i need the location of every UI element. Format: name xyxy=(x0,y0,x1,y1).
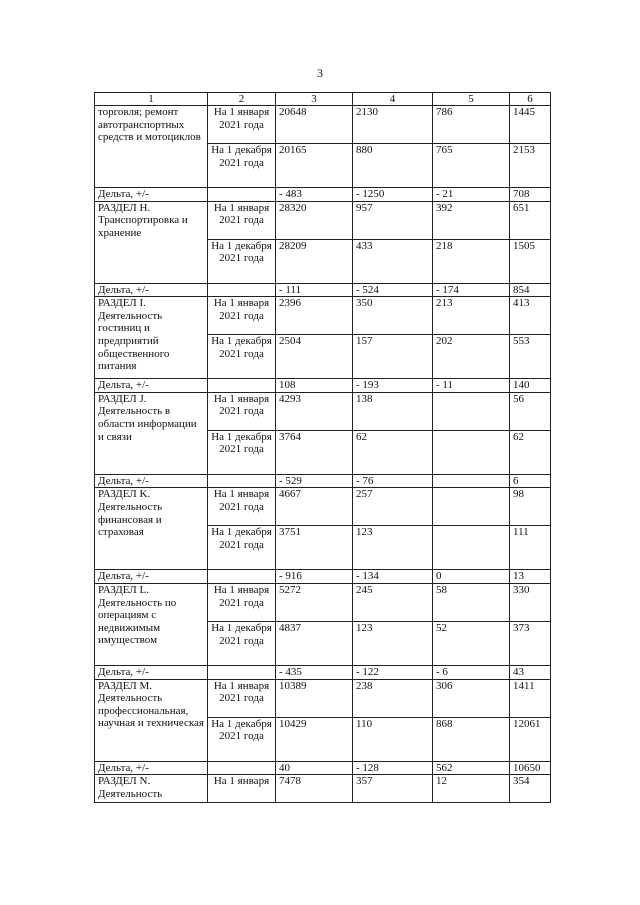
empty-cell xyxy=(208,474,276,488)
value-cell: 10389 xyxy=(276,679,353,717)
date-cell: На 1 января xyxy=(208,775,276,803)
value-cell: 330 xyxy=(510,583,551,621)
delta-row xyxy=(95,474,551,488)
value-cell: 138 xyxy=(353,392,433,430)
value-cell: 868 xyxy=(433,717,510,761)
value-cell: 20165 xyxy=(276,144,353,188)
value-cell: 62 xyxy=(353,430,433,474)
delta-value-cell: 562 xyxy=(433,761,510,775)
date-cell: На 1 января 2021 года xyxy=(208,106,276,144)
value-cell: 62 xyxy=(510,430,551,474)
value-cell: 357 xyxy=(353,775,433,803)
value-cell: 5272 xyxy=(276,583,353,621)
value-cell: 765 xyxy=(433,144,510,188)
value-cell: 245 xyxy=(353,583,433,621)
delta-value-cell: 708 xyxy=(510,188,551,202)
delta-label-cell: Дельта, +/- xyxy=(95,665,208,679)
value-cell: 2396 xyxy=(276,297,353,335)
table-row xyxy=(95,679,551,717)
value-cell: 56 xyxy=(510,392,551,430)
table-row xyxy=(95,488,551,526)
value-cell: 413 xyxy=(510,297,551,335)
value-cell xyxy=(433,488,510,526)
date-cell: На 1 декабря 2021 года xyxy=(208,335,276,379)
date-cell: На 1 декабря 2021 года xyxy=(208,621,276,665)
page-number: 3 xyxy=(317,66,323,80)
delta-label-cell: Дельта, +/- xyxy=(95,188,208,202)
delta-row xyxy=(95,570,551,584)
date-cell: На 1 декабря 2021 года xyxy=(208,239,276,283)
date-cell: На 1 января 2021 года xyxy=(208,583,276,621)
delta-value-cell: 40 xyxy=(276,761,353,775)
delta-value-cell: 43 xyxy=(510,665,551,679)
delta-value-cell: - 76 xyxy=(353,474,433,488)
date-cell: На 1 января 2021 года xyxy=(208,679,276,717)
table-row xyxy=(95,106,551,144)
delta-row xyxy=(95,665,551,679)
header-cell: 4 xyxy=(353,93,433,106)
value-cell xyxy=(433,392,510,430)
delta-value-cell: - 6 xyxy=(433,665,510,679)
delta-value-cell: - 1250 xyxy=(353,188,433,202)
value-cell: 2504 xyxy=(276,335,353,379)
value-cell: 3764 xyxy=(276,430,353,474)
delta-value-cell: - 111 xyxy=(276,283,353,297)
header-cell: 6 xyxy=(510,93,551,106)
empty-cell xyxy=(208,761,276,775)
delta-value-cell: 13 xyxy=(510,570,551,584)
delta-label-cell: Дельта, +/- xyxy=(95,570,208,584)
value-cell: 651 xyxy=(510,201,551,239)
section-name-cell: РАЗДЕЛ J. Деятельность в области информации и связи xyxy=(95,392,208,474)
date-cell: На 1 января 2021 года xyxy=(208,392,276,430)
header-cell: 1 xyxy=(95,93,208,106)
delta-value-cell: 140 xyxy=(510,379,551,393)
delta-row xyxy=(95,283,551,297)
header-cell: 2 xyxy=(208,93,276,106)
empty-cell xyxy=(208,570,276,584)
delta-label-cell: Дельта, +/- xyxy=(95,761,208,775)
delta-value-cell: - 128 xyxy=(353,761,433,775)
value-cell: 28320 xyxy=(276,201,353,239)
value-cell: 4837 xyxy=(276,621,353,665)
table-row xyxy=(95,201,551,239)
value-cell: 123 xyxy=(353,621,433,665)
value-cell: 2153 xyxy=(510,144,551,188)
value-cell: 111 xyxy=(510,526,551,570)
value-cell: 257 xyxy=(353,488,433,526)
empty-cell xyxy=(208,665,276,679)
value-cell: 306 xyxy=(433,679,510,717)
date-cell: На 1 января 2021 года xyxy=(208,201,276,239)
delta-value-cell: - 483 xyxy=(276,188,353,202)
delta-row xyxy=(95,761,551,775)
value-cell: 123 xyxy=(353,526,433,570)
value-cell xyxy=(433,526,510,570)
value-cell: 58 xyxy=(433,583,510,621)
delta-value-cell: 6 xyxy=(510,474,551,488)
delta-value-cell: - 529 xyxy=(276,474,353,488)
table-row xyxy=(95,297,551,335)
value-cell: 1505 xyxy=(510,239,551,283)
delta-value-cell: 108 xyxy=(276,379,353,393)
value-cell: 786 xyxy=(433,106,510,144)
value-cell: 3751 xyxy=(276,526,353,570)
value-cell: 553 xyxy=(510,335,551,379)
value-cell: 238 xyxy=(353,679,433,717)
table-row xyxy=(95,775,551,803)
section-name-cell: РАЗДЕЛ L. Деятельность по операциям с недвижимым имуществом xyxy=(95,583,208,665)
section-name-cell: РАЗДЕЛ K. Деятельность финансовая и страховая xyxy=(95,488,208,570)
value-cell: 373 xyxy=(510,621,551,665)
delta-row xyxy=(95,379,551,393)
date-cell: На 1 декабря 2021 года xyxy=(208,717,276,761)
delta-value-cell: 0 xyxy=(433,570,510,584)
delta-value-cell: - 11 xyxy=(433,379,510,393)
value-cell: 110 xyxy=(353,717,433,761)
value-cell: 157 xyxy=(353,335,433,379)
value-cell: 433 xyxy=(353,239,433,283)
date-cell: На 1 января 2021 года xyxy=(208,297,276,335)
value-cell: 354 xyxy=(510,775,551,803)
statistics-table xyxy=(94,92,551,803)
delta-label-cell: Дельта, +/- xyxy=(95,283,208,297)
value-cell: 98 xyxy=(510,488,551,526)
value-cell: 1411 xyxy=(510,679,551,717)
date-cell: На 1 января 2021 года xyxy=(208,488,276,526)
delta-value-cell xyxy=(433,474,510,488)
delta-value-cell: 10650 xyxy=(510,761,551,775)
delta-row xyxy=(95,188,551,202)
value-cell: 28209 xyxy=(276,239,353,283)
section-name-cell: РАЗДЕЛ N. Деятельность xyxy=(95,775,208,803)
value-cell: 880 xyxy=(353,144,433,188)
header-cell: 5 xyxy=(433,93,510,106)
delta-value-cell: - 916 xyxy=(276,570,353,584)
value-cell: 12061 xyxy=(510,717,551,761)
empty-cell xyxy=(208,379,276,393)
date-cell: На 1 декабря 2021 года xyxy=(208,526,276,570)
delta-label-cell: Дельта, +/- xyxy=(95,379,208,393)
value-cell: 12 xyxy=(433,775,510,803)
delta-value-cell: - 134 xyxy=(353,570,433,584)
delta-value-cell: - 524 xyxy=(353,283,433,297)
header-cell: 3 xyxy=(276,93,353,106)
table-row xyxy=(95,392,551,430)
value-cell: 218 xyxy=(433,239,510,283)
delta-value-cell: - 21 xyxy=(433,188,510,202)
date-cell: На 1 декабря 2021 года xyxy=(208,430,276,474)
delta-label-cell: Дельта, +/- xyxy=(95,474,208,488)
section-name-cell: РАЗДЕЛ Н. Транспортировка и хранение xyxy=(95,201,208,283)
value-cell: 957 xyxy=(353,201,433,239)
table-row xyxy=(95,583,551,621)
delta-value-cell: - 174 xyxy=(433,283,510,297)
value-cell: 350 xyxy=(353,297,433,335)
value-cell xyxy=(433,430,510,474)
empty-cell xyxy=(208,188,276,202)
value-cell: 10429 xyxy=(276,717,353,761)
value-cell: 7478 xyxy=(276,775,353,803)
delta-value-cell: - 122 xyxy=(353,665,433,679)
delta-value-cell: - 435 xyxy=(276,665,353,679)
section-name-cell: РАЗДЕЛ I. Деятельность гостиниц и предприятий общественного питания xyxy=(95,297,208,379)
value-cell: 4293 xyxy=(276,392,353,430)
value-cell: 202 xyxy=(433,335,510,379)
delta-value-cell: - 193 xyxy=(353,379,433,393)
section-name-cell: РАЗДЕЛ M. Деятельность профессиональная, научная и техническая xyxy=(95,679,208,761)
value-cell: 392 xyxy=(433,201,510,239)
value-cell: 4667 xyxy=(276,488,353,526)
value-cell: 52 xyxy=(433,621,510,665)
empty-cell xyxy=(208,283,276,297)
value-cell: 213 xyxy=(433,297,510,335)
table-header-row xyxy=(95,93,551,106)
value-cell: 1445 xyxy=(510,106,551,144)
date-cell: На 1 декабря 2021 года xyxy=(208,144,276,188)
delta-value-cell: 854 xyxy=(510,283,551,297)
value-cell: 20648 xyxy=(276,106,353,144)
value-cell: 2130 xyxy=(353,106,433,144)
section-name-cell: торговля; ремонт автотранспортных средств и мотоциклов xyxy=(95,106,208,188)
